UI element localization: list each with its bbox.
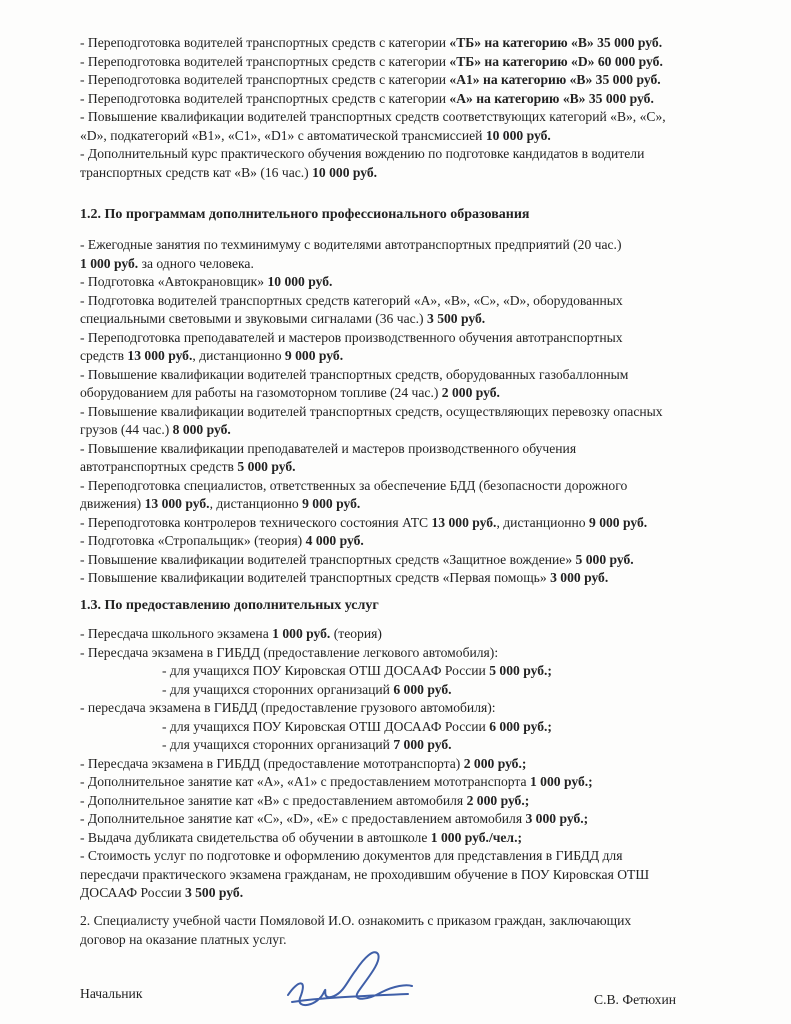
list-line — [80, 699, 740, 718]
line-text: специальными световыми и звуковыми сигналами (36 час.) — [80, 311, 427, 326]
line-text: - Дополнительное занятие кат «С», «D», «Е» с предоставлением автомобиля — [80, 811, 526, 826]
list-line — [80, 458, 740, 477]
line-text: - Стоимость услуг по подготовке и оформлению документов для представления в ГИБДД для — [80, 848, 623, 863]
line-price: 2 000 руб.; — [466, 792, 530, 808]
list-line — [80, 255, 740, 274]
list-line — [80, 495, 740, 514]
section-1-2-heading: 1.2. По программам дополнительного профессионального образования — [80, 207, 530, 222]
list-line — [80, 53, 740, 72]
list-line — [80, 569, 740, 588]
list-line — [80, 718, 740, 737]
section-1-2-list — [80, 236, 740, 588]
line-price: 3 500 руб. — [427, 311, 486, 326]
line-text: - Повышение квалификации водителей транспортных средств «Защитное вождение» — [80, 551, 576, 567]
list-line — [80, 625, 740, 644]
line-suffix: , дистанционно — [209, 496, 303, 511]
line-text: движения) — [80, 496, 145, 511]
line-text: - Дополнительное занятие кат «А», «А1» с предоставлением мототранспорта — [80, 774, 530, 789]
list-line — [80, 440, 740, 459]
line-text: - Переподготовка контролеров технического состояния АТС — [80, 514, 432, 530]
line-suffix: , дистанционно — [192, 348, 285, 363]
list-line — [80, 551, 740, 570]
line-text: - Повышение квалификации водителей транспортных средств соответствующих категорий «В», «С», — [80, 109, 666, 124]
list-line — [80, 384, 740, 403]
list-line — [80, 108, 740, 127]
line-price: 3 000 руб.; — [525, 811, 589, 826]
line-price: 1 000 руб. — [80, 255, 139, 271]
list-line — [80, 644, 740, 663]
list-line — [80, 514, 740, 533]
line-price: 8 000 руб. — [172, 422, 231, 437]
list-line — [80, 736, 740, 755]
list-line — [80, 773, 740, 792]
line-text: - Подготовка «Стропальщик» (теория) — [80, 533, 306, 548]
section-1-3-list — [80, 625, 740, 903]
line-suffix: , дистанционно — [496, 514, 589, 530]
line-text: ДОСААФ России — [80, 885, 185, 900]
list-line — [80, 366, 740, 385]
line-text: «D», подкатегорий «В1», «С1», «D1» с автоматической трансмиссией — [80, 127, 486, 143]
line-text: - Повышение квалификации водителей транспортных средств, оборудованных газобаллонным — [80, 366, 629, 382]
list-line — [80, 329, 740, 348]
list-line — [80, 292, 740, 311]
line-text: транспортных средств кат «В» (16 час.) — [80, 164, 313, 180]
signatory-name: С.В. Фетюхин — [594, 992, 677, 1007]
line-text: средств — [80, 348, 128, 363]
line-text: автотранспортных средств — [80, 459, 238, 474]
list-line — [80, 681, 740, 700]
line-price: 13 000 руб. — [127, 348, 193, 363]
line-text: оборудованием для работы на газомоторном топливе (24 час.) — [80, 385, 442, 400]
line-text: - Переподготовка водителей транспортных средств с категории — [80, 72, 450, 87]
paragraph-line: договор на оказание платных услуг. — [80, 931, 287, 947]
list-line — [80, 34, 740, 53]
list-line — [80, 866, 740, 885]
line-text: - Повышение квалификации водителей транспортных средств, осуществляющих перевозку опасных — [80, 403, 663, 419]
line-text: - Подготовка «Автокрановщик» — [80, 274, 268, 289]
line-text: - Пересдача школьного экзамена — [80, 626, 273, 641]
section-1-1-tail — [80, 34, 740, 182]
line-price: 10 000 руб. — [485, 127, 551, 143]
line-remote-price: 9 000 руб. — [589, 514, 648, 530]
handwritten-signature — [278, 940, 418, 1020]
paragraph-line: 2. Специалисту учебной части Помяловой И.О. ознакомить с приказом граждан, заключающих — [80, 913, 632, 928]
line-text: - Пересдача экзамена в ГИБДД (предоставление легкового автомобиля): — [80, 644, 499, 660]
line-price: 13 000 руб. — [144, 496, 210, 511]
list-line — [80, 755, 740, 774]
line-price: 1 000 руб. — [272, 626, 331, 641]
line-price: 5 000 руб.; — [489, 663, 552, 678]
list-line — [80, 71, 740, 90]
list-line — [80, 90, 740, 109]
line-text: - Ежегодные занятия по техминимуму с водителями автотранспортных предприятий (20 час.) — [80, 237, 622, 252]
line-price: 4 000 руб. — [305, 533, 364, 548]
line-price: 5 000 руб. — [237, 459, 296, 474]
line-text: - Подготовка водителей транспортных средств категорий «А», «В», «С», «D», оборудованных — [80, 292, 623, 308]
line-text: пересдачи практического экзамена гражданам, не проходившим обучение в ПОУ Кировская ОТШ — [80, 866, 650, 882]
list-line — [80, 884, 740, 903]
line-remote-price: 9 000 руб. — [284, 348, 344, 363]
list-line — [80, 127, 740, 146]
line-suffix: (теория) — [330, 626, 382, 641]
line-text: - Переподготовка водителей транспортных средств с категории — [80, 35, 450, 50]
list-line — [80, 164, 740, 183]
line-text: - Выдача дубликата свидетельства об обучении в автошколе — [80, 829, 431, 845]
line-price: 1 000 руб.; — [529, 774, 593, 789]
list-line — [80, 532, 740, 551]
line-price: 10 000 руб. — [267, 274, 333, 289]
line-price: 7 000 руб. — [393, 737, 452, 752]
list-line — [80, 792, 740, 811]
line-price: 3 500 руб. — [184, 885, 244, 900]
list-line — [80, 236, 740, 255]
list-line — [80, 847, 740, 866]
list-line — [80, 829, 740, 848]
line-price: 5 000 руб. — [575, 551, 634, 567]
line-price: 6 000 руб.; — [489, 718, 552, 734]
line-text: - для учащихся сторонних организаций — [162, 681, 394, 697]
line-text: - Переподготовка преподавателей и мастеров производственного обучения автотранспортных — [80, 329, 623, 345]
list-line — [80, 662, 740, 681]
line-price: 13 000 руб. — [431, 514, 497, 530]
line-text: - Пересдача экзамена в ГИБДД (предоставление мототранспорта) — [80, 755, 464, 771]
line-price: «А1» на категорию «В» 35 000 руб. — [449, 72, 661, 87]
line-text: - Переподготовка водителей транспортных средств с категории — [80, 53, 450, 69]
line-text: - Переподготовка специалистов, ответственных за обеспечение БДД (безопасности дорожного — [80, 477, 628, 493]
line-price: 3 000 руб. — [550, 570, 609, 585]
list-line — [80, 810, 740, 829]
list-line — [80, 403, 740, 422]
line-price: «ТБ» на категорию «D» 60 000 руб. — [449, 53, 663, 69]
line-price: 10 000 руб. — [312, 164, 378, 180]
line-text: - Дополнительное занятие кат «В» с предоставлением автомобиля — [80, 792, 467, 808]
line-text: - Дополнительный курс практического обучения вождению по подготовке кандидатов в водители — [80, 146, 645, 161]
list-line — [80, 310, 740, 329]
line-suffix: за одного человека. — [138, 255, 254, 271]
signatory-position: Начальник — [80, 986, 143, 1001]
list-line — [80, 421, 740, 440]
section-1-3-heading: 1.3. По предоставлению дополнительных услуг — [80, 598, 379, 613]
line-remote-price: 9 000 руб. — [302, 496, 361, 511]
line-text: - пересдача экзамена в ГИБДД (предоставление грузового автомобиля): — [80, 700, 496, 715]
line-text: - для учащихся ПОУ Кировская ОТШ ДОСААФ России — [162, 663, 490, 678]
line-text: - Переподготовка водителей транспортных средств с категории — [80, 90, 450, 106]
line-price: 1 000 руб./чел.; — [430, 829, 522, 845]
list-line — [80, 347, 740, 366]
line-text: - Повышение квалификации водителей транспортных средств «Первая помощь» — [80, 570, 551, 585]
line-price: 2 000 руб. — [441, 385, 500, 400]
line-price: 2 000 руб.; — [463, 755, 527, 771]
list-line — [80, 145, 740, 164]
line-text: - Повышение квалификации преподавателей и мастеров производственного обучения — [80, 440, 577, 456]
list-line — [80, 477, 740, 496]
line-price: «А» на категорию «В» 35 000 руб. — [449, 90, 654, 106]
line-price: «ТБ» на категорию «В» 35 000 руб. — [449, 35, 663, 50]
line-text: - для учащихся сторонних организаций — [162, 737, 394, 752]
line-text: - для учащихся ПОУ Кировская ОТШ ДОСААФ России — [162, 718, 490, 734]
line-text: грузов (44 час.) — [80, 422, 173, 437]
list-line — [80, 273, 740, 292]
line-price: 6 000 руб. — [393, 681, 452, 697]
